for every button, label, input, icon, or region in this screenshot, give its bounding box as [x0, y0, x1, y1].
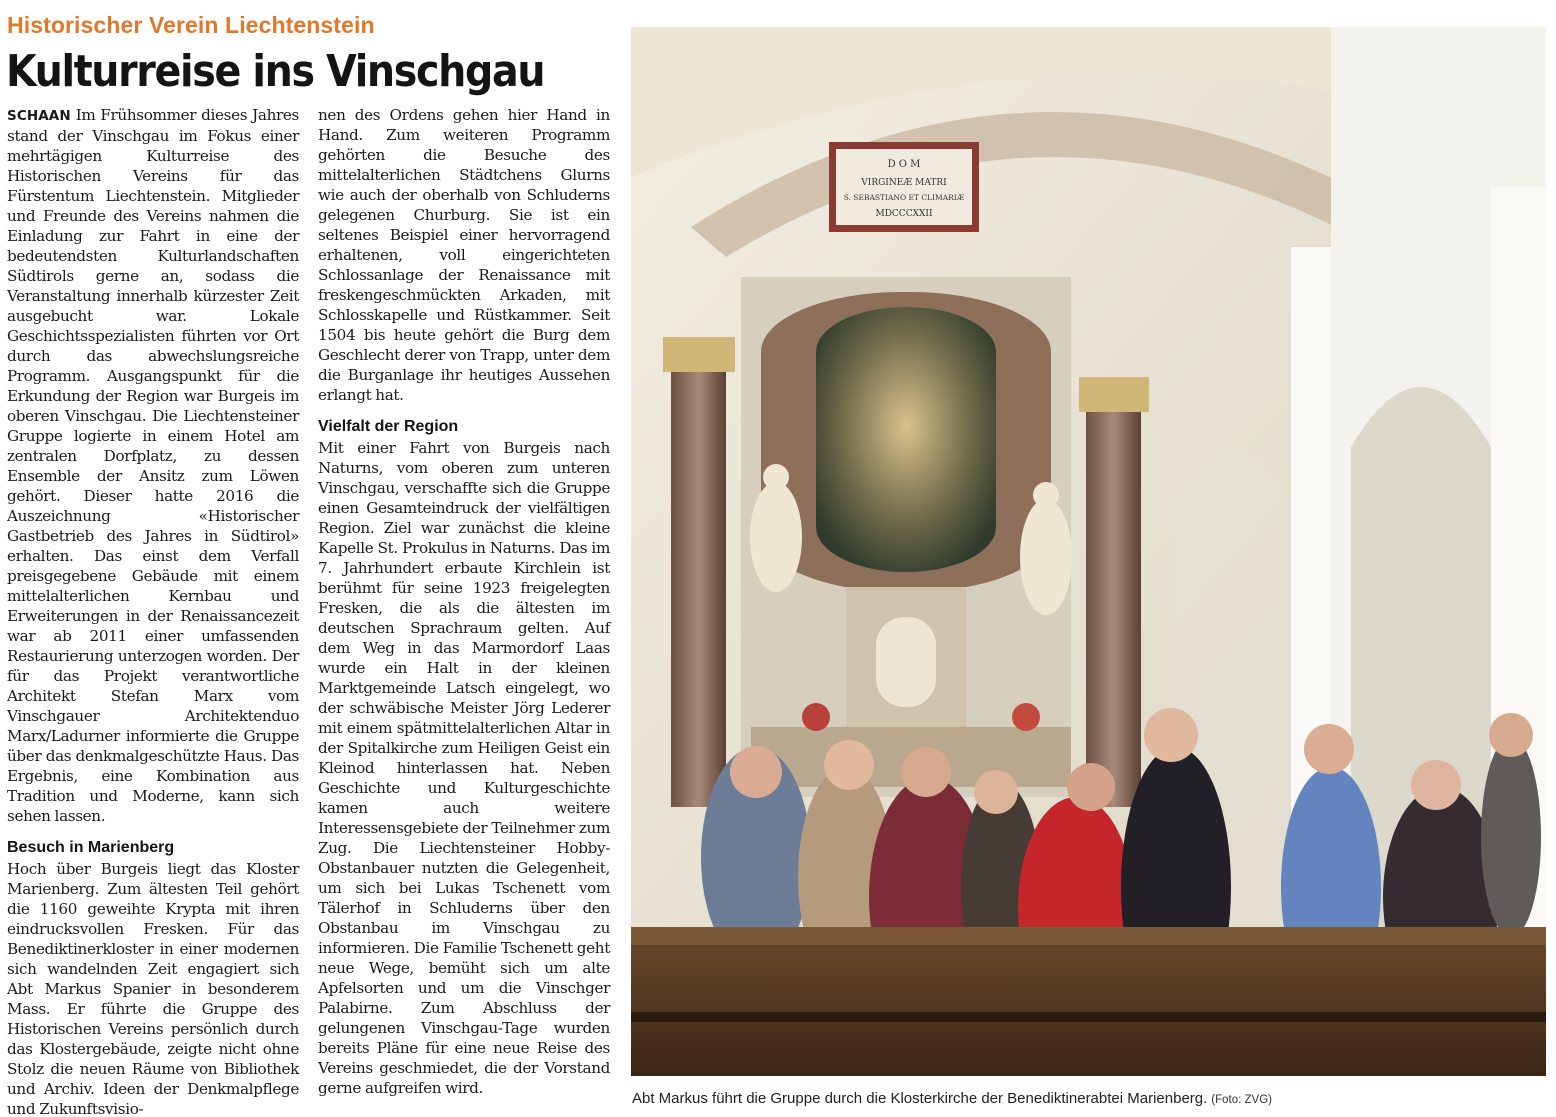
inscription-top: D O M	[887, 159, 921, 170]
subheading-marienberg: Besuch in Marienberg	[7, 839, 175, 856]
marienberg-paragraph: Hoch über Burgeis liegt das Kloster Marienberg. Zum ältesten Teil gehört die 1160 geweihte Krypta mit ihren eindrucksvollen Fresken. Für das Benediktinerkloster in einer modernen sich wandelnden Zeit engagiert sich Abt Markus Spanier in besonderem Mass. Er führte die Gruppe des Historischen Vereins persönlich durch das Klostergebäude, zeigte nicht ohne Stolz die neuen Räume von Bibliothek und Archiv. Ideen der Denkmalpflege und Zukunftsvisio-	[7, 860, 299, 1117]
article-headline: Kulturreise ins Vinschgau	[6, 46, 545, 97]
dateline: SCHAAN	[7, 108, 71, 124]
caption-text: Abt Markus führt die Gruppe durch die Klosterkirche der Benediktinerabtei Marienberg.	[632, 1090, 1208, 1107]
photo-credit: (Foto: ZVG)	[1211, 1094, 1272, 1106]
text-column-1	[7, 105, 299, 1117]
inscription-line-2: S. SEBASTIANO ET CLIMARIÆ	[843, 193, 965, 202]
marienberg-paragraph-continued: nen des Ordens gehen hier Hand in Hand. Zum weiteren Programm gehörten die Besuche des mittelalterlichen Städtchens Glurns wie auch der oberhalb von Schluderns gelegenen Churburg. Sie ist ein seltenes Beispiel einer hervorragend erhaltenen, voll eingerichteten Schlossanlage der Renaissance mit freskengeschmückten Arkaden, mit Schlosskapelle und Rüstkammer. Seit 1504 bis heute gehört die Burg dem Geschlecht derer von Trapp, unter dem die Burganlage ihr heutiges Aussehen erlangt hat.	[318, 106, 610, 404]
inscription-line-3: MDCCCXXII	[875, 209, 933, 219]
article-kicker: Historischer Verein Liechtenstein	[7, 12, 375, 38]
photo-caption	[632, 1090, 1272, 1107]
intro-paragraph	[7, 105, 299, 826]
church-interior-photo	[631, 27, 1546, 1076]
intro-text: Im Frühsommer dieses Jahres stand der Vinschgau im Fokus einer mehrtägigen Kulturreise des Historischen Vereins für das Fürstentum Liechtenstein. Mitglieder und Freunde des Vereins nahmen die Einladung zur Fahrt in eine der bedeutendsten Kulturlandschaften Südtirols gerne an, sodass die Veranstaltung innerhalb kürzester Zeit ausgebucht war. Lokale Geschichtsspezialisten führten vor Ort durch das abwechslungsreiche Programm. Ausgangspunkt für die Erkundung der Region war Burgeis im oberen Vinschgau. Die Liechtensteiner Gruppe logierte in einem Hotel am zentralen Dorfplatz, zu dessen Ensemble der Ansitz zum Löwen gehört. Dieser hatte 2016 die Auszeichnung «Historischer Gastbetrieb des Jahres in Südtirol» erhalten. Das einst dem Verfall preisgegebene Gebäude mit einem mittelalterlichen Kernbau und Erweiterungen in der Renaissancezeit war ab 2011 einer umfassenden Restaurierung unterzogen worden. Der für das Projekt verantwortliche Architekt Stefan Marx vom Vinschgauer Architektenduo Marx/Ladurner informierte die Gruppe über das denkmalgeschützte Haus. Das Ergebnis, eine Kombination aus Tradition und Moderne, kann sich sehen lassen.	[7, 106, 299, 825]
subheading-vielfalt: Vielfalt der Region	[318, 418, 459, 435]
inscription-line-1: VIRGINEÆ MATRI	[861, 178, 947, 188]
text-column-2	[318, 105, 610, 1098]
vielfalt-paragraph: Mit einer Fahrt von Burgeis nach Naturns, vom oberen zum unteren Vinschgau, verschaffte sich die Gruppe einen Gesamteindruck der vielfältigen Region. Ziel war zunächst die kleine Kapelle St. Prokulus in Naturns. Das im 7. Jahrhundert erbaute Kirchlein ist berühmt für seine 1923 freigelegten Fresken, die als die ältesten im deutschen Sprachraum gelten. Auf dem Weg in das Marmordorf Laas wurde ein Halt in der kleinen Marktgemeinde Latsch eingelegt, wo der schwäbische Meister Jörg Lederer mit einem spätmittelalterlichen Altar in der Spitalkirche zum Heiligen Geist ein Kleinod hinterlassen hat. Neben Geschichte und Kulturgeschichte kamen auch weitere Interessensgebiete der Teilnehmer zum Zug. Die Liechtensteiner Hobby-Obstanbauer nutzten die Gelegenheit, um sich bei Lukas Tschenett vom Tälerhof in Schluderns über den Obstanbau im Vinschgau zu informieren. Die Familie Tschenett geht neue Wege, bemüht sich um alte Apfelsorten und um die Vinschger Palabirne. Zum Abschluss der gelungenen Vinschgau-Tage wurden bereits Pläne für eine neue Reise des Vereins geschmiedet, die der Vorstand gerne aufgreifen wird.	[318, 439, 610, 1097]
